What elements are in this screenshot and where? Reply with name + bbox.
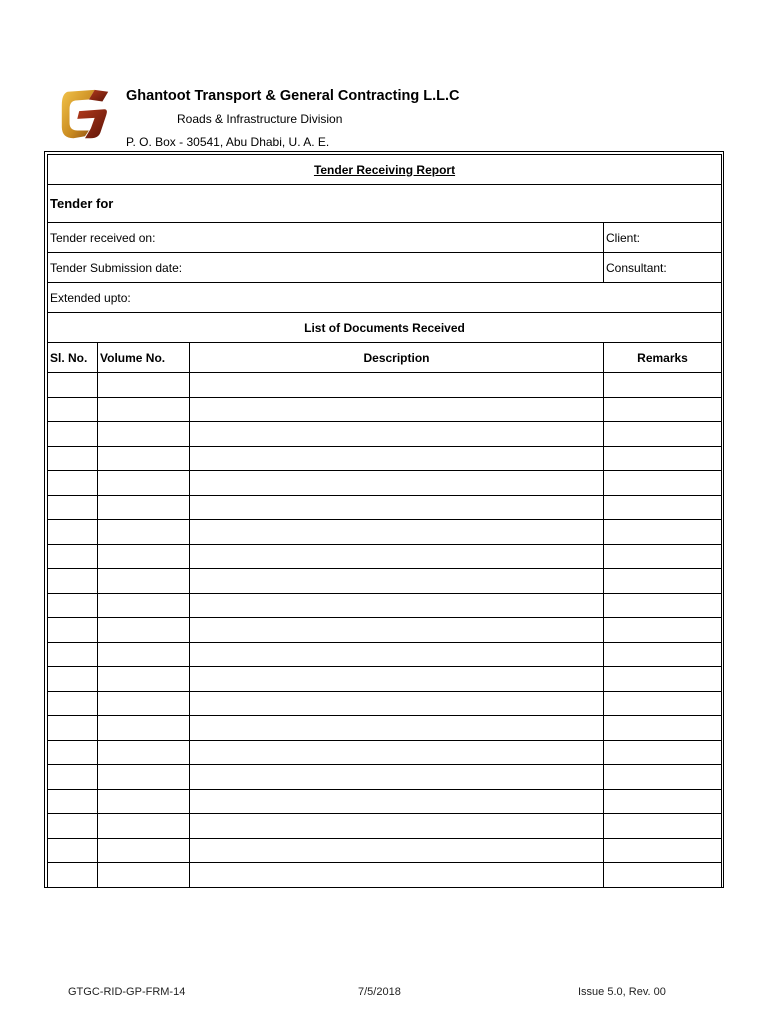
description-cell[interactable]	[190, 422, 604, 447]
volume-cell[interactable]	[98, 716, 190, 741]
footer-issue: Issue 5.0, Rev. 00	[578, 986, 666, 998]
description-cell[interactable]	[190, 789, 604, 814]
table-row	[48, 446, 722, 471]
remarks-cell[interactable]	[604, 544, 722, 569]
sl-cell[interactable]	[48, 716, 98, 741]
description-cell[interactable]	[190, 642, 604, 667]
description-cell[interactable]	[190, 569, 604, 594]
volume-cell[interactable]	[98, 593, 190, 618]
description-cell[interactable]	[190, 716, 604, 741]
volume-cell[interactable]	[98, 397, 190, 422]
documents-list-title: List of Documents Received	[48, 313, 722, 343]
remarks-cell[interactable]	[604, 838, 722, 863]
remarks-cell[interactable]	[604, 495, 722, 520]
description-cell[interactable]	[190, 863, 604, 888]
description-cell[interactable]	[190, 838, 604, 863]
volume-cell[interactable]	[98, 789, 190, 814]
volume-cell[interactable]	[98, 422, 190, 447]
company-name: Ghantoot Transport & General Contracting L.L.C	[126, 88, 460, 104]
tender-for-label: Tender for	[48, 185, 722, 223]
table-row	[48, 520, 722, 545]
remarks-cell[interactable]	[604, 422, 722, 447]
remarks-cell[interactable]	[604, 373, 722, 398]
col-sl-no: Sl. No.	[48, 343, 98, 373]
sl-cell[interactable]	[48, 373, 98, 398]
table-row	[48, 642, 722, 667]
sl-cell[interactable]	[48, 397, 98, 422]
table-row	[48, 495, 722, 520]
remarks-cell[interactable]	[604, 397, 722, 422]
volume-cell[interactable]	[98, 520, 190, 545]
sl-cell[interactable]	[48, 765, 98, 790]
sl-cell[interactable]	[48, 471, 98, 496]
table-row	[48, 618, 722, 643]
col-remarks: Remarks	[604, 343, 722, 373]
volume-cell[interactable]	[98, 740, 190, 765]
remarks-cell[interactable]	[604, 716, 722, 741]
extended-upto-label: Extended upto:	[48, 283, 722, 313]
remarks-cell[interactable]	[604, 691, 722, 716]
table-row	[48, 740, 722, 765]
table-row	[48, 789, 722, 814]
sl-cell[interactable]	[48, 569, 98, 594]
company-logo	[56, 86, 114, 144]
sl-cell[interactable]	[48, 838, 98, 863]
remarks-cell[interactable]	[604, 471, 722, 496]
table-row	[48, 667, 722, 692]
table-row	[48, 593, 722, 618]
table-row	[48, 471, 722, 496]
table-row	[48, 544, 722, 569]
remarks-cell[interactable]	[604, 765, 722, 790]
description-cell[interactable]	[190, 544, 604, 569]
table-row	[48, 814, 722, 839]
sl-cell[interactable]	[48, 642, 98, 667]
sl-cell[interactable]	[48, 618, 98, 643]
description-cell[interactable]	[190, 397, 604, 422]
sl-cell[interactable]	[48, 422, 98, 447]
volume-cell[interactable]	[98, 373, 190, 398]
sl-cell[interactable]	[48, 544, 98, 569]
sl-cell[interactable]	[48, 863, 98, 888]
description-cell[interactable]	[190, 667, 604, 692]
volume-cell[interactable]	[98, 667, 190, 692]
division-name: Roads & Infrastructure Division	[177, 112, 343, 126]
remarks-cell[interactable]	[604, 814, 722, 839]
remarks-cell[interactable]	[604, 593, 722, 618]
description-cell[interactable]	[190, 373, 604, 398]
volume-cell[interactable]	[98, 446, 190, 471]
remarks-cell[interactable]	[604, 446, 722, 471]
sl-cell[interactable]	[48, 520, 98, 545]
submission-date-label: Tender Submission date:	[48, 253, 604, 283]
sl-cell[interactable]	[48, 789, 98, 814]
description-cell[interactable]	[190, 471, 604, 496]
sl-cell[interactable]	[48, 495, 98, 520]
volume-cell[interactable]	[98, 642, 190, 667]
company-address: P. O. Box - 30541, Abu Dhabi, U. A. E.	[126, 135, 330, 149]
volume-cell[interactable]	[98, 471, 190, 496]
sl-cell[interactable]	[48, 667, 98, 692]
volume-cell[interactable]	[98, 544, 190, 569]
table-row	[48, 863, 722, 888]
remarks-cell[interactable]	[604, 569, 722, 594]
footer-form-code: GTGC-RID-GP-FRM-14	[68, 986, 186, 998]
table-row	[48, 569, 722, 594]
table-row	[48, 716, 722, 741]
description-cell[interactable]	[190, 495, 604, 520]
volume-cell[interactable]	[98, 838, 190, 863]
remarks-cell[interactable]	[604, 520, 722, 545]
client-label: Client:	[604, 223, 722, 253]
volume-cell[interactable]	[98, 618, 190, 643]
table-row	[48, 373, 722, 398]
column-header-row	[48, 343, 722, 373]
description-cell[interactable]	[190, 765, 604, 790]
table-row	[48, 691, 722, 716]
table-row	[48, 422, 722, 447]
volume-cell[interactable]	[98, 814, 190, 839]
remarks-cell[interactable]	[604, 642, 722, 667]
sl-cell[interactable]	[48, 691, 98, 716]
table-row	[48, 397, 722, 422]
description-cell[interactable]	[190, 691, 604, 716]
description-cell[interactable]	[190, 593, 604, 618]
remarks-cell[interactable]	[604, 789, 722, 814]
consultant-label: Consultant:	[604, 253, 722, 283]
table-row	[48, 838, 722, 863]
tender-received-label: Tender received on:	[48, 223, 604, 253]
footer-date: 7/5/2018	[358, 986, 401, 998]
table-row	[48, 765, 722, 790]
col-volume-no: Volume No.	[98, 343, 190, 373]
description-cell[interactable]	[190, 520, 604, 545]
remarks-cell[interactable]	[604, 863, 722, 888]
remarks-cell[interactable]	[604, 667, 722, 692]
sl-cell[interactable]	[48, 593, 98, 618]
sl-cell[interactable]	[48, 446, 98, 471]
remarks-cell[interactable]	[604, 618, 722, 643]
tender-form-table	[47, 154, 722, 888]
description-cell[interactable]	[190, 618, 604, 643]
col-description: Description	[190, 343, 604, 373]
description-cell[interactable]	[190, 814, 604, 839]
volume-cell[interactable]	[98, 765, 190, 790]
volume-cell[interactable]	[98, 863, 190, 888]
volume-cell[interactable]	[98, 569, 190, 594]
remarks-cell[interactable]	[604, 740, 722, 765]
form-title: Tender Receiving Report	[48, 155, 722, 185]
volume-cell[interactable]	[98, 495, 190, 520]
description-cell[interactable]	[190, 446, 604, 471]
description-cell[interactable]	[190, 740, 604, 765]
sl-cell[interactable]	[48, 814, 98, 839]
sl-cell[interactable]	[48, 740, 98, 765]
volume-cell[interactable]	[98, 691, 190, 716]
